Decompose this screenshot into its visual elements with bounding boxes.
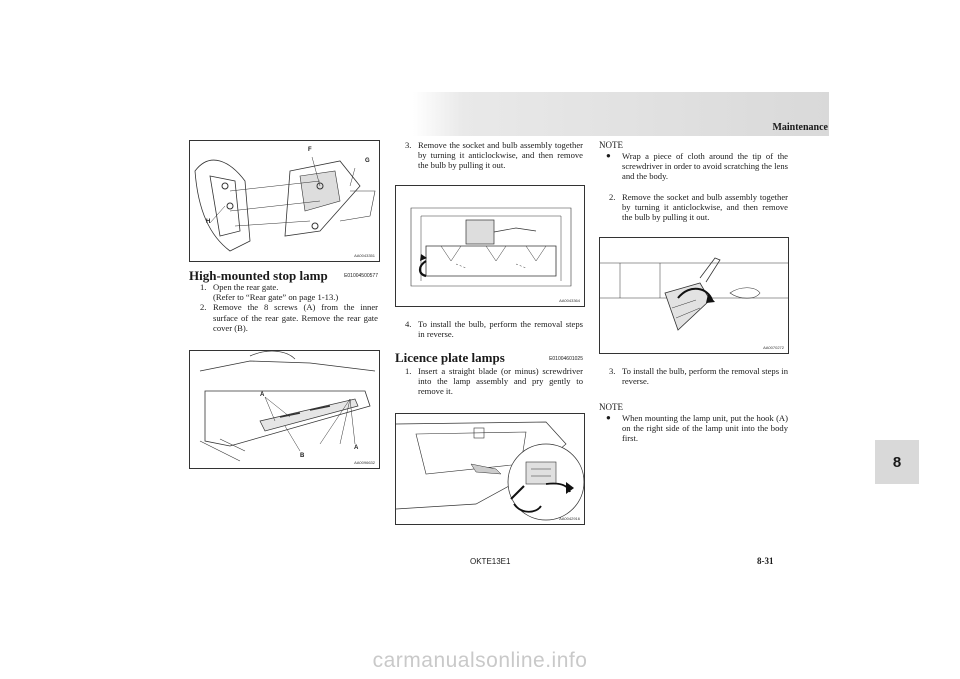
heading-code: E01004500577	[344, 273, 378, 279]
step-text: To install the bulb, perform the removal steps in reverse.	[622, 366, 788, 387]
step-text: Remove the 8 screws (A) from the inner surface of the rear gate. Remove the rear gate cover (B).	[213, 302, 378, 333]
middle-step-4	[405, 319, 583, 339]
step-text: (Refer to “Rear gate” on page 1-13.)	[213, 292, 339, 303]
step-text: To install the bulb, perform the removal steps in reverse.	[418, 319, 583, 340]
figure-label-a: A	[260, 392, 265, 398]
figure-label-g: G	[365, 158, 370, 164]
page-number: 8-31	[757, 556, 774, 566]
heading-code: E01004601025	[549, 356, 583, 362]
step-1	[405, 366, 583, 397]
step-number: 3.	[405, 140, 412, 150]
note-2	[604, 413, 788, 444]
figure-label-f: F	[308, 147, 312, 153]
note-bullet	[604, 413, 788, 444]
left-steps	[200, 282, 378, 333]
watermark: carmanualsonline.info	[372, 649, 588, 672]
heading-high-mounted-stop-lamp: High-mounted stop lamp	[189, 268, 328, 283]
figure-code: AA0096632	[354, 460, 375, 465]
right-step-2	[609, 192, 788, 223]
header-bar	[413, 92, 829, 136]
note-text: Wrap a piece of cloth around the tip of the screwdriver in order to avoid scratching the lens and the body.	[622, 151, 788, 182]
figure-label-h: H	[206, 219, 211, 225]
figure-code: AA0043351	[354, 253, 375, 258]
step-number: 2.	[200, 302, 207, 313]
figure-licence-lamp-socket	[599, 237, 789, 354]
step-2	[609, 192, 788, 223]
step-text: Insert a straight blade (or minus) screwdriver into the lamp assembly and pry gently to remove it.	[418, 366, 583, 397]
figure-stop-lamp-socket	[395, 185, 585, 307]
step-text: Remove the socket and bulb assembly together by turning it anticlockwise, and then remove the bulb by pulling it out.	[622, 192, 788, 223]
step-number: 1.	[405, 366, 412, 376]
step-number	[200, 292, 213, 302]
chapter-tab-number: 8	[892, 453, 902, 471]
step-1	[200, 282, 378, 292]
note-text: When mounting the lamp unit, put the hook (A) on the right side of the lamp unit into the body first.	[622, 413, 788, 444]
step-number: 4.	[405, 319, 412, 329]
step-1-ref	[200, 292, 378, 302]
step-number: 1.	[200, 282, 207, 292]
step-text: Open the rear gate.	[213, 282, 279, 292]
middle-step-1	[405, 366, 583, 397]
note-1	[604, 151, 788, 182]
figure-label-b: B	[300, 453, 305, 459]
step-2	[200, 302, 378, 333]
note-bullet	[604, 151, 788, 182]
step-4	[405, 319, 583, 339]
step-3	[405, 140, 583, 171]
section-title: Maintenance	[772, 122, 828, 133]
figure-code: AA0043364	[559, 298, 580, 303]
figure-rear-gate	[189, 350, 380, 469]
middle-step-3	[405, 140, 583, 171]
step-text: Remove the socket and bulb assembly together by turning it anticlockwise, and then remove the bulb by pulling it out.	[418, 140, 583, 171]
heading-licence-plate-lamps: Licence plate lamps	[395, 350, 505, 365]
step-number: 2.	[609, 192, 616, 202]
step-number: 3.	[609, 366, 616, 376]
note-label: NOTE	[599, 140, 623, 150]
step-3	[609, 366, 788, 386]
figure-licence-lamp-removal	[395, 413, 585, 525]
figure-code: AA0070272	[763, 345, 784, 350]
figure-rear-lamp	[189, 140, 380, 262]
chapter-tab	[875, 440, 919, 484]
note-label: NOTE	[599, 402, 623, 412]
right-step-3	[609, 366, 788, 386]
bullet-icon: ●	[606, 151, 611, 160]
bullet-icon: ●	[606, 413, 611, 422]
figure-label-a: A	[354, 445, 359, 451]
figure-code: AA0042916	[559, 516, 580, 521]
footer-doc-code: OKTE13E1	[470, 557, 511, 566]
